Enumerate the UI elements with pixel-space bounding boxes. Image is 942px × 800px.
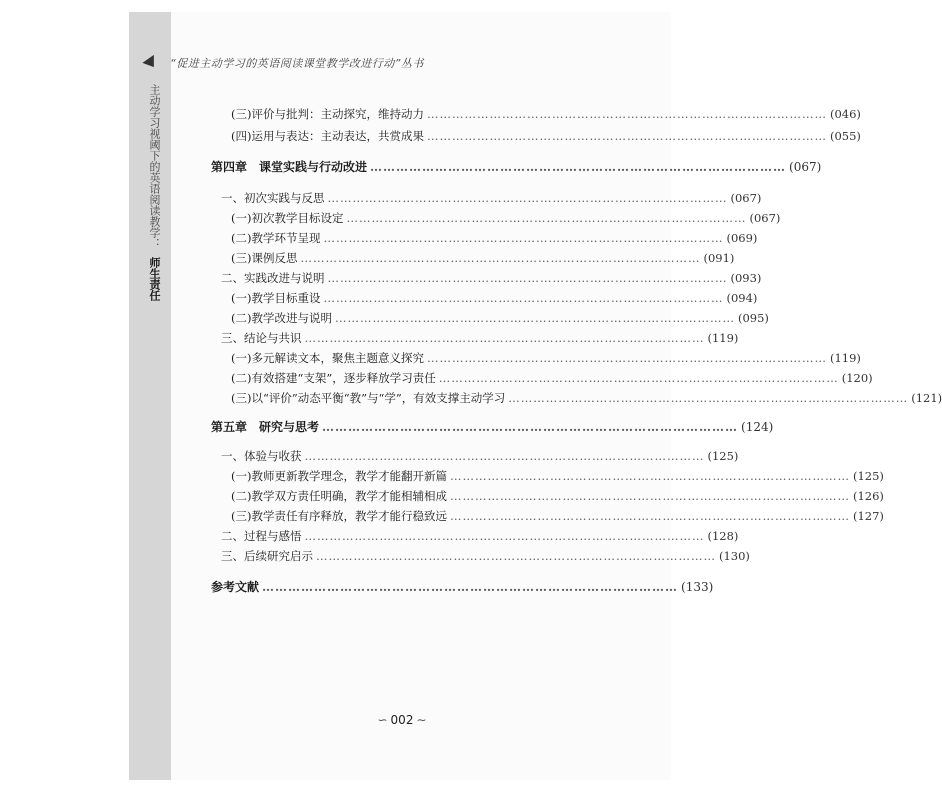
toc-chapter <box>211 158 822 178</box>
toc-entry-page: (055) <box>829 129 861 143</box>
toc-section-label: 一、初次实践与反思 <box>221 191 325 205</box>
toc-entry <box>231 128 861 148</box>
leader-dots: …………………………………………………………………………………… <box>449 489 850 503</box>
toc-entry <box>231 370 873 390</box>
toc-entry-label: (二)教学环节呈现 <box>231 231 321 245</box>
leader-dots: …………………………………………………………………………………… <box>426 129 827 143</box>
toc-entry <box>231 468 884 488</box>
leader-dots: …………………………………………………………………………………… <box>334 311 735 325</box>
toc-entry <box>231 350 861 370</box>
toc-section <box>221 548 750 568</box>
toc-entry-page: (121) <box>911 391 942 405</box>
toc-chapter-label: 第四章 课堂实践与行动改进 <box>211 160 368 174</box>
toc-entry-page: (120) <box>841 371 873 385</box>
leader-dots: …………………………………………………………………………………… <box>327 191 728 205</box>
toc-entry-label: (四)运用与表达：主动表达，共赏成果 <box>231 129 424 143</box>
toc-entry-label: (三)以“评价”动态平衡“教”与“学”，有效支撑主动学习 <box>231 391 506 405</box>
leader-dots: …………………………………………………………………………………… <box>508 391 909 405</box>
leader-dots: …………………………………………………………………………………… <box>370 160 787 174</box>
toc-section <box>221 270 762 290</box>
leader-dots: …………………………………………………………………………………… <box>316 549 716 563</box>
toc-section <box>221 528 739 548</box>
toc-entry-page: (095) <box>737 311 769 325</box>
toc-chapter-page: (133) <box>681 580 714 594</box>
right-ornament-icon: ∼ <box>416 713 427 727</box>
toc-chapter-page: (124) <box>741 420 774 434</box>
toc-entry <box>231 210 781 230</box>
leader-dots: …………………………………………………………………………………… <box>323 231 724 245</box>
toc-section-label: 三、后续研究启示 <box>221 549 313 563</box>
page-number-footer <box>372 712 432 728</box>
toc-entry <box>231 106 861 126</box>
toc-entry <box>231 290 758 310</box>
toc-section-page: (128) <box>707 529 739 543</box>
toc-entry-page: (046) <box>829 107 861 121</box>
toc-entry <box>231 230 758 250</box>
leader-dots: …………………………………………………………………………………… <box>438 371 839 385</box>
leader-dots: …………………………………………………………………………………… <box>449 509 850 523</box>
toc-chapter <box>211 578 714 598</box>
toc-entry-page: (094) <box>726 291 758 305</box>
toc-section <box>221 190 762 210</box>
leader-dots: …………………………………………………………………………………… <box>300 251 701 265</box>
toc-entry-label: (二)教学双方责任明确，教学才能相辅相成 <box>231 489 447 503</box>
series-title: “促进主动学习的英语阅读课堂教学改进行动”丛书 <box>170 57 424 70</box>
toc-entry-label: (一)教师更新教学理念，教学才能翻开新篇 <box>231 469 447 483</box>
toc-entry <box>231 390 942 410</box>
leader-dots: …………………………………………………………………………………… <box>304 449 705 463</box>
toc-chapter <box>211 418 774 438</box>
leader-dots: …………………………………………………………………………………… <box>262 580 679 594</box>
toc-entry-label: (一)教学目标重设 <box>231 291 321 305</box>
toc-section-page: (093) <box>730 271 762 285</box>
leader-dots: …………………………………………………………………………………… <box>426 351 827 365</box>
toc-section-page: (125) <box>707 449 739 463</box>
toc-entry <box>231 508 884 528</box>
toc-entry-label: (三)评价与批判：主动探究，维持动力 <box>231 107 424 121</box>
leader-dots: …………………………………………………………………………………… <box>327 271 728 285</box>
left-ornament-icon: ∽ <box>377 713 388 727</box>
toc-section-page: (119) <box>707 331 739 345</box>
leader-dots: …………………………………………………………………………………… <box>323 291 724 305</box>
toc-entry-label: (二)教学改进与说明 <box>231 311 332 325</box>
leader-dots: …………………………………………………………………………………… <box>449 469 850 483</box>
toc-entry-page: (125) <box>852 469 884 483</box>
toc-entry-page: (091) <box>703 251 735 265</box>
toc-section-label: 二、实践改进与说明 <box>221 271 325 285</box>
toc-chapter-page: (067) <box>789 160 822 174</box>
toc-entry-label: (三)教学责任有序释放，教学才能行稳致远 <box>231 509 447 523</box>
toc-section <box>221 448 739 468</box>
toc-entry-label: (二)有效搭建“支架”，逐步释放学习责任 <box>231 371 436 385</box>
toc-entry-label: (三)课例反思 <box>231 251 298 265</box>
toc-entry-page: (127) <box>852 509 884 523</box>
toc-entry-page: (119) <box>829 351 861 365</box>
toc-section-label: 三、结论与共识 <box>221 331 302 345</box>
leader-dots: …………………………………………………………………………………… <box>346 211 747 225</box>
toc-entry <box>231 250 735 270</box>
toc-chapter-label: 参考文献 <box>211 580 260 594</box>
side-title-main: 主动学习视阈下的英语阅读教学： <box>148 84 161 249</box>
toc-entry-label: (一)初次教学目标设定 <box>231 211 344 225</box>
toc-section-label: 二、过程与感悟 <box>221 529 302 543</box>
leader-dots: …………………………………………………………………………………… <box>426 107 827 121</box>
leader-dots: …………………………………………………………………………………… <box>304 529 705 543</box>
toc-section <box>221 330 739 350</box>
side-title-bold: 师生责任 <box>148 256 161 301</box>
toc-entry <box>231 488 884 508</box>
toc-section-page: (130) <box>719 549 750 563</box>
toc-entry-page: (069) <box>726 231 758 245</box>
toc-entry-page: (126) <box>852 489 884 503</box>
page-number: 002 <box>390 713 414 727</box>
toc-entry-page: (067) <box>749 211 781 225</box>
toc-section-label: 一、体验与收获 <box>221 449 302 463</box>
leader-dots: …………………………………………………………………………………… <box>304 331 705 345</box>
toc-section-page: (067) <box>730 191 762 205</box>
toc-chapter-label: 第五章 研究与思考 <box>211 420 320 434</box>
side-title <box>147 84 161 301</box>
leader-dots: …………………………………………………………………………………… <box>322 420 739 434</box>
toc-entry-label: (一)多元解读文本，聚焦主题意义探究 <box>231 351 424 365</box>
toc-entry <box>231 310 769 330</box>
